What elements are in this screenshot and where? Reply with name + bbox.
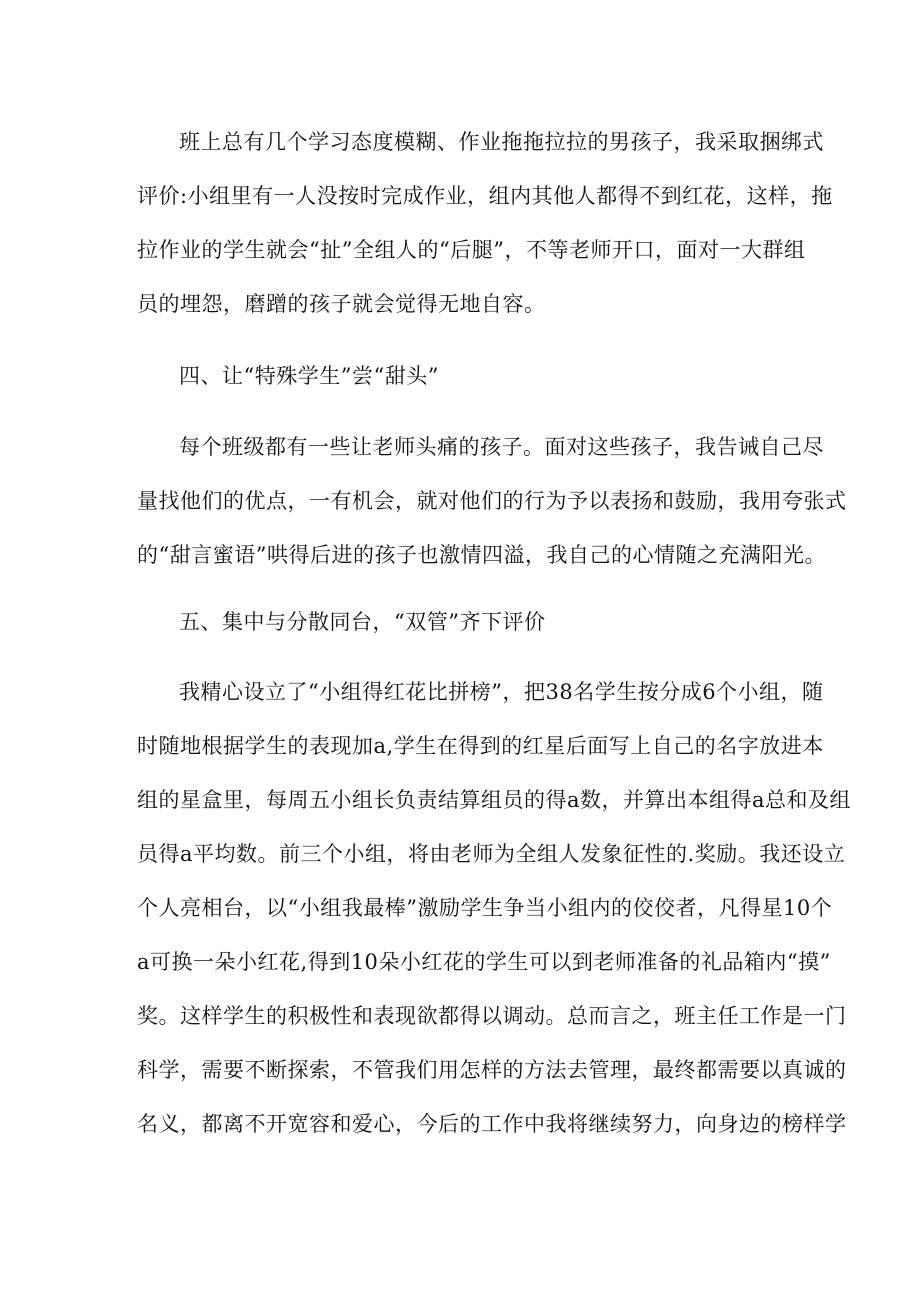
section-heading: 五、集中与分散同台，“双管”齐下评价 [179,610,546,634]
paragraph-line: 的“甜言蜜语”哄得后进的孩子也激情四溢，我自己的心情随之充满阳光。 [137,543,826,567]
paragraph-line: 我精心设立了“小组得红花比拼榜”，把38名学生按分成6个小组，随 [179,680,824,704]
section-heading: 四、让“特殊学生”尝“甜头” [179,364,439,388]
paragraph-line: 个人亮相台，以“小组我最棒”激励学生争当小组内的佼佼者，凡得星10个 [137,896,833,920]
paragraph-line: a可换一朵小红花,得到10朵小红花的学生可以到老师准备的礼品箱内“摸” [137,950,831,974]
paragraph-line: 拉作业的学生就会“扯”全组人的“后腿”，不等老师开口，面对一大群组 [137,238,806,262]
paragraph-line: 员得a平均数。前三个小组，将由老师为全组人发象征性的.奖励。我还设立 [137,842,846,866]
paragraph-line: 评价:小组里有一人没按时完成作业，组内其他人都得不到红花，这样，拖 [137,184,833,208]
paragraph-line: 班上总有几个学习态度模糊、作业拖拖拉拉的男孩子，我采取捆绑式 [179,130,824,154]
paragraph-line: 员的埋怨，磨蹭的孩子就会觉得无地自容。 [137,292,546,316]
paragraph-line: 每个班级都有一些让老师头痛的孩子。面对这些孩子，我告诫自己尽 [179,435,824,459]
paragraph-line: 科学，需要不断探索，不管我们用怎样的方法去管理，最终都需要以真诚的 [137,1058,847,1082]
paragraph-line: 名义，都离不开宽容和爱心，今后的工作中我将继续努力，向身边的榜样学 [137,1112,847,1136]
paragraph-line: 量找他们的优点，一有机会，就对他们的行为予以表扬和鼓励，我用夸张式 [137,489,847,513]
paragraph-line: 奖。这样学生的积极性和表现欲都得以调动。总而言之，班主任工作是一门 [137,1004,847,1028]
paragraph-line: 时随地根据学生的表现加a,学生在得到的红星后面写上自己的名字放进本 [137,734,824,758]
paragraph-line: 组的星盒里，每周五小组长负责结算组员的得a数，并算出本组得a总和及组 [137,788,852,812]
